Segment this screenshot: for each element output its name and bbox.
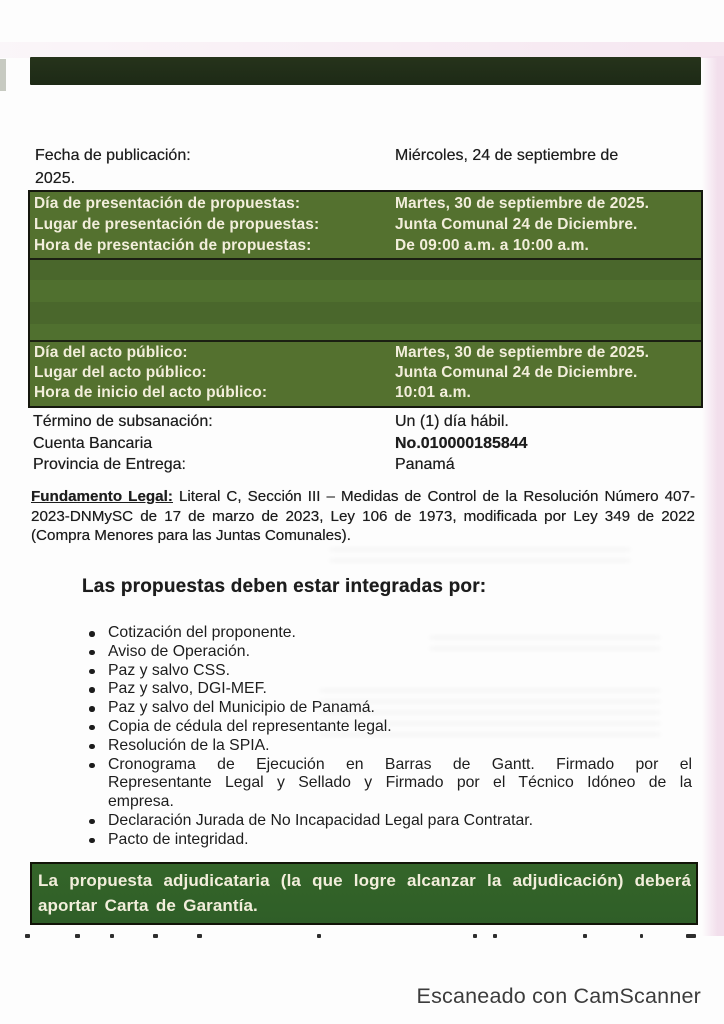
text-remnant-speck <box>493 934 497 938</box>
table-row <box>33 411 695 433</box>
table-row <box>30 363 701 383</box>
row-value: Panamá <box>395 456 455 473</box>
public-act-rows-group <box>30 340 701 406</box>
row-value: De 09:00 a.m. a 10:00 a.m. <box>395 237 589 254</box>
text-remnant-speck <box>153 934 158 938</box>
table-row <box>30 343 701 363</box>
row-label: Término de subsanación: <box>33 413 213 430</box>
text-remnant-speck <box>110 934 114 938</box>
row-label: Lugar de presentación de propuestas: <box>34 216 320 233</box>
guarantee-banner: La propuesta adjudicataria (la que logre alcanzar la adjudicación) deberá aportar Carta de Garantía. <box>30 862 698 925</box>
publication-date-wrap: 2025. <box>35 170 76 187</box>
list-item: Declaración Jurada de No Incapacidad Legal para Contratar. <box>86 812 692 831</box>
table-row <box>30 235 701 256</box>
scan-smudge <box>0 59 6 91</box>
text-remnant-speck <box>583 934 587 938</box>
table-row <box>33 454 695 476</box>
list-item: Paz y salvo, DGI-MEF. <box>86 680 692 699</box>
row-value: Martes, 30 de septiembre de 2025. <box>395 344 650 361</box>
publication-date-value: Miércoles, 24 de septiembre de <box>395 147 619 164</box>
row-value: Martes, 30 de septiembre de 2025. <box>395 195 650 212</box>
scan-edge-tint-top <box>0 42 724 58</box>
row-label: Provincia de Entrega: <box>33 456 186 473</box>
bank-account-number: No.010000185844 <box>395 434 528 452</box>
row-label: Hora de inicio del acto público: <box>34 384 268 401</box>
text-remnant-speck <box>473 934 477 938</box>
row-value: 10:01 a.m. <box>395 384 471 401</box>
text-remnant-speck <box>25 934 30 938</box>
table-row <box>30 193 701 214</box>
text-remnant-speck <box>640 934 643 938</box>
text-remnant-speck <box>317 934 321 938</box>
requirements-heading: Las propuestas deben estar integradas por: <box>82 576 487 597</box>
list-item: Paz y salvo del Municipio de Panamá. <box>86 699 692 718</box>
table-row <box>30 214 701 235</box>
list-item: Aviso de Operación. <box>86 643 692 662</box>
text-remnant-speck <box>686 934 696 938</box>
schedule-table <box>28 190 703 408</box>
row-label: Cuenta Bancaria <box>33 434 153 452</box>
row-value: Un (1) día hábil. <box>395 413 509 430</box>
legal-label: Fundamento Legal: <box>31 488 173 505</box>
requirements-list <box>86 624 692 850</box>
scan-top-bar <box>30 57 701 85</box>
list-item: Pacto de integridad. <box>86 831 692 850</box>
row-value: Junta Comunal 24 de Diciembre. <box>395 364 638 381</box>
legal-text: Literal C, Sección III – Medidas de Control de la Resolución Número 407-2023-DNMySC de 17 de marzo de 2023, Ley 106 de 1973, modificada por Ley 349 de 2022 (Compra Menores para las Juntas Comunales). <box>31 488 695 545</box>
row-label: Lugar del acto público: <box>34 364 207 381</box>
list-item: Cotización del proponente. <box>86 624 692 643</box>
row-label: Hora de presentación de propuestas: <box>34 237 312 254</box>
page-edge-tint <box>702 56 724 936</box>
list-item: Cronograma de Ejecución en Barras de Gantt. Firmado por el Representante Legal y Sellado y Firmado por el Técnico Idóneo de la empresa. <box>86 756 692 812</box>
list-item: Paz y salvo CSS. <box>86 662 692 681</box>
table-row <box>30 383 701 403</box>
text-remnant-speck <box>197 934 202 938</box>
camscanner-watermark: Escaneado con CamScanner <box>416 984 701 1008</box>
legal-paragraph <box>31 487 695 546</box>
row-label: Día del acto público: <box>34 344 188 361</box>
publication-date-label: Fecha de publicación: <box>35 147 191 164</box>
info-rows <box>33 411 695 476</box>
bleedthrough-smudge <box>330 548 630 562</box>
proposal-rows-group <box>30 192 701 260</box>
list-item: Copia de cédula del representante legal. <box>86 718 692 737</box>
row-label: Día de presentación de propuestas: <box>34 195 301 212</box>
table-row <box>33 433 695 455</box>
row-value: Junta Comunal 24 de Diciembre. <box>395 216 638 233</box>
text-remnant-speck <box>75 934 80 938</box>
list-item: Resolución de la SPIA. <box>86 737 692 756</box>
